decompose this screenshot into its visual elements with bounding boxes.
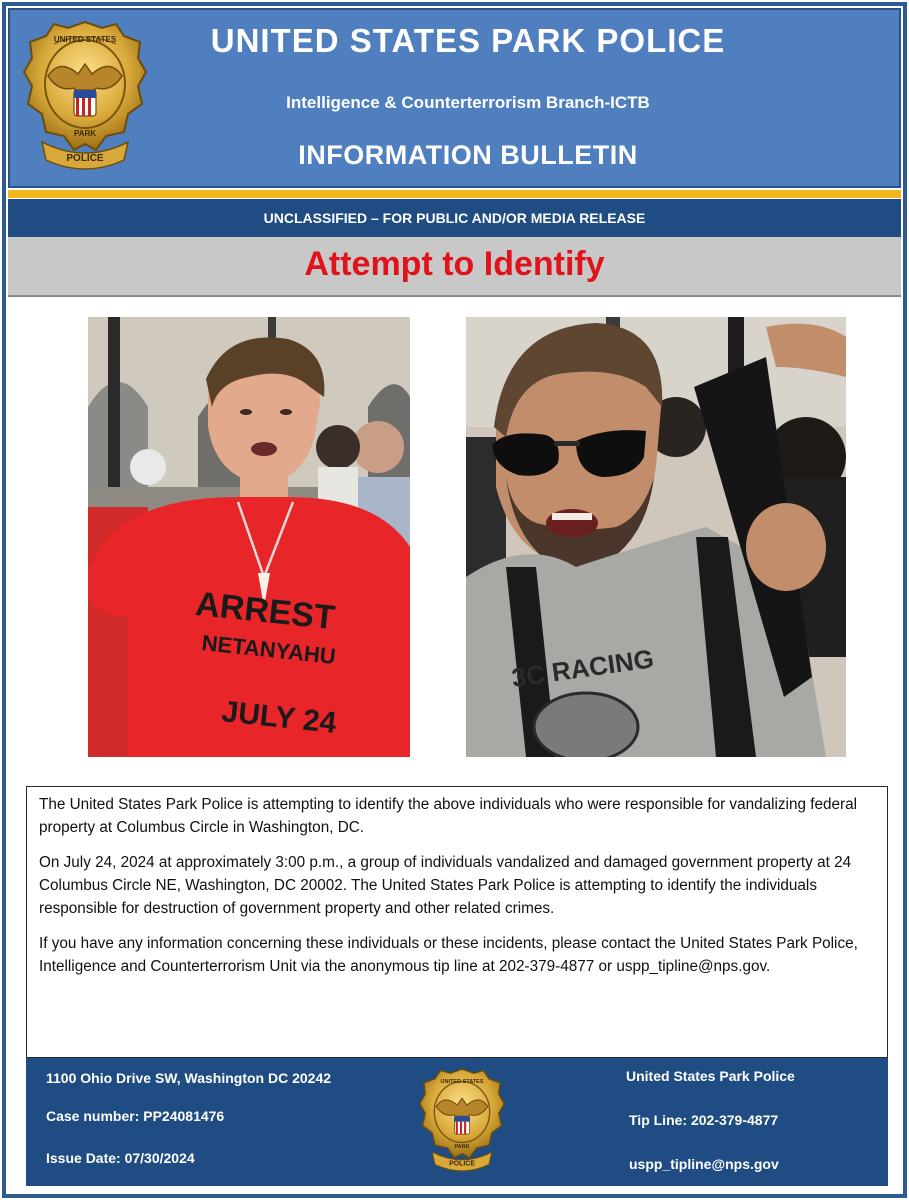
park-police-badge-icon xyxy=(417,1064,507,1178)
shirt-text-racing: 3C RACING xyxy=(509,643,656,693)
headline: Attempt to Identify xyxy=(8,237,901,297)
badge-middle-text: PARK xyxy=(73,129,97,138)
badge-bottom-text: POLICE xyxy=(449,1160,475,1168)
badge-bottom-text: POLICE xyxy=(66,153,104,164)
footer-issue-date: Issue Date: 07/30/2024 xyxy=(46,1150,195,1166)
description-box xyxy=(26,786,888,1058)
description-paragraph-3: If you have any information concerning these individuals or these incidents, please contact the United States Park Police, Intelligence and Counterterrorism Unit via the anonymous tip line at 202-379-4877 or uspp_tipline@nps.gov. xyxy=(39,935,858,975)
description-paragraph-2: On July 24, 2024 at approximately 3:00 p.m., a group of individuals vandalized and damaged government property at 24 Columbus Circle NE, Washington, DC 20002. The United States Park Police is attempting to identify the individuals responsible for destruction of government property and other related crimes. xyxy=(39,854,852,917)
suspect-photo-1 xyxy=(88,317,410,757)
suspect-photo-2 xyxy=(466,317,846,757)
shirt-text-netanyahu: NETANYAHU xyxy=(200,630,337,670)
park-police-badge-icon xyxy=(20,18,150,176)
badge-top-text: UNITED STATES xyxy=(440,1078,484,1085)
page-title: UNITED STATES PARK POLICE xyxy=(210,22,726,59)
badge-middle-text: PARK xyxy=(454,1144,470,1150)
footer-tip-line: Tip Line: 202-379-4877 xyxy=(629,1112,779,1128)
bulletin-heading: INFORMATION BULLETIN xyxy=(298,140,638,170)
footer-email: uspp_tipline@nps.gov xyxy=(629,1156,779,1172)
badge-top-text: UNITED STATES xyxy=(53,35,117,44)
footer-agency: United States Park Police xyxy=(626,1068,795,1084)
classification-banner: UNCLASSIFIED – FOR PUBLIC AND/OR MEDIA RELEASE xyxy=(8,199,901,237)
footer-address: 1100 Ohio Drive SW, Washington DC 20242 xyxy=(46,1070,332,1086)
description-paragraph-1: The United States Park Police is attempting to identify the above individuals who were responsible for vandalizing federal property at Columbus Circle in Washington, DC. xyxy=(39,796,857,836)
branch-subtitle: Intelligence & Counterterrorism Branch-ICTB xyxy=(286,93,650,112)
gold-divider xyxy=(8,190,901,198)
footer-banner xyxy=(26,1058,888,1186)
shirt-text-arrest: ARREST xyxy=(193,584,337,638)
shirt-text-july: JULY 24 xyxy=(220,695,338,740)
footer-case-number: Case number: PP24081476 xyxy=(46,1108,225,1124)
